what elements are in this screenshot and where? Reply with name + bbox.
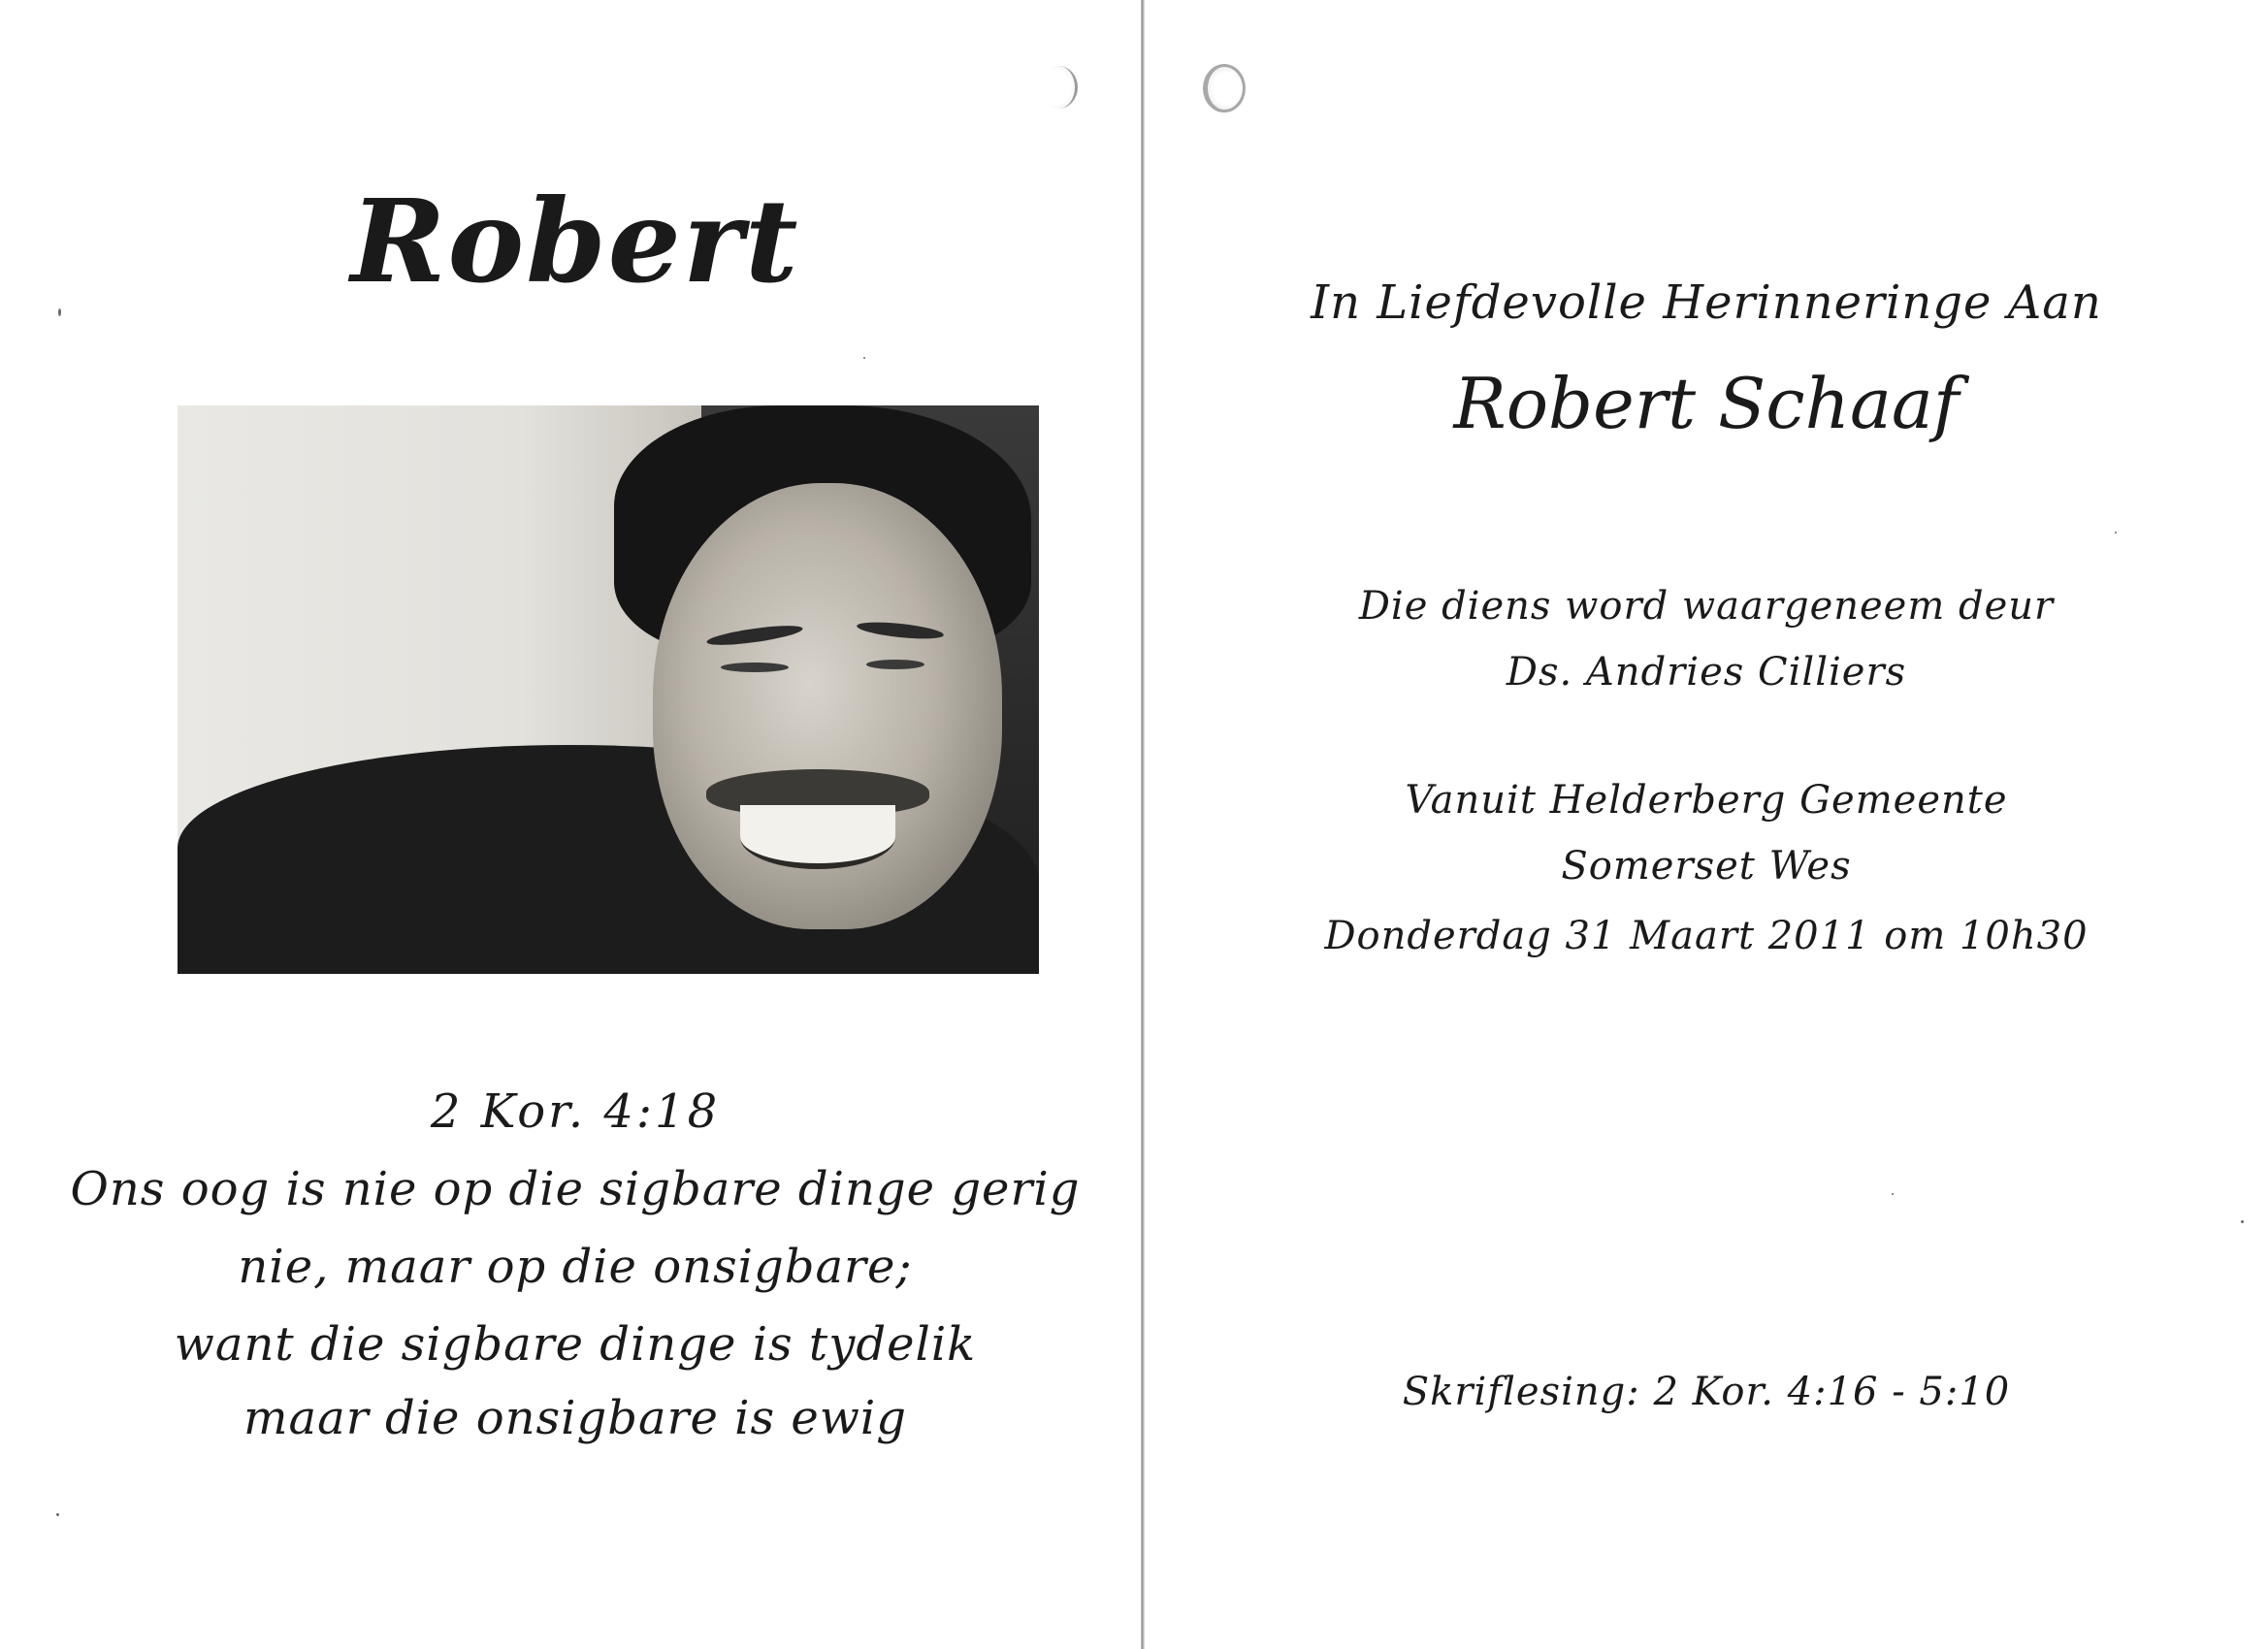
verse-line: Ons oog is nie op die sigbare dinge gerig — [70, 1162, 1081, 1216]
right-page — [1145, 0, 2268, 1649]
deceased-name: Robert Schaaf — [1453, 363, 1960, 444]
memorial-heading: In Liefdevolle Herinneringe Aan — [1311, 275, 2102, 330]
portrait-photo — [178, 405, 1039, 974]
punch-hole-right — [1203, 64, 1246, 113]
officiant-name: Ds. Andries Cilliers — [1506, 650, 1907, 695]
verse-line: nie, maar op die onsigbare; — [238, 1240, 913, 1294]
officiant-label: Die diens word waargeneem deur — [1358, 584, 2055, 629]
paper-speck — [58, 308, 61, 316]
verse-line: want die sigbare dinge is tydelik — [174, 1317, 977, 1372]
punch-hole-left — [1040, 66, 1078, 109]
verse-reference: 2 Kor. 4:18 — [430, 1084, 721, 1139]
paper-speck — [56, 1513, 59, 1516]
venue-congregation: Vanuit Helderberg Gemeente — [1405, 778, 2008, 823]
venue-town: Somerset Wes — [1561, 844, 1852, 889]
service-date: Donderdag 31 Maart 2011 om 10h30 — [1324, 914, 2089, 958]
verse-line: maar die onsigbare is ewig — [243, 1391, 907, 1445]
paper-speck — [2241, 1220, 2244, 1223]
paper-speck — [1892, 1193, 1894, 1195]
page-title: Robert — [350, 174, 800, 308]
scripture-reading: Skriflesing: 2 Kor. 4:16 - 5:10 — [1402, 1370, 2011, 1414]
paper-speck — [2115, 532, 2117, 534]
paper-speck — [863, 357, 865, 359]
